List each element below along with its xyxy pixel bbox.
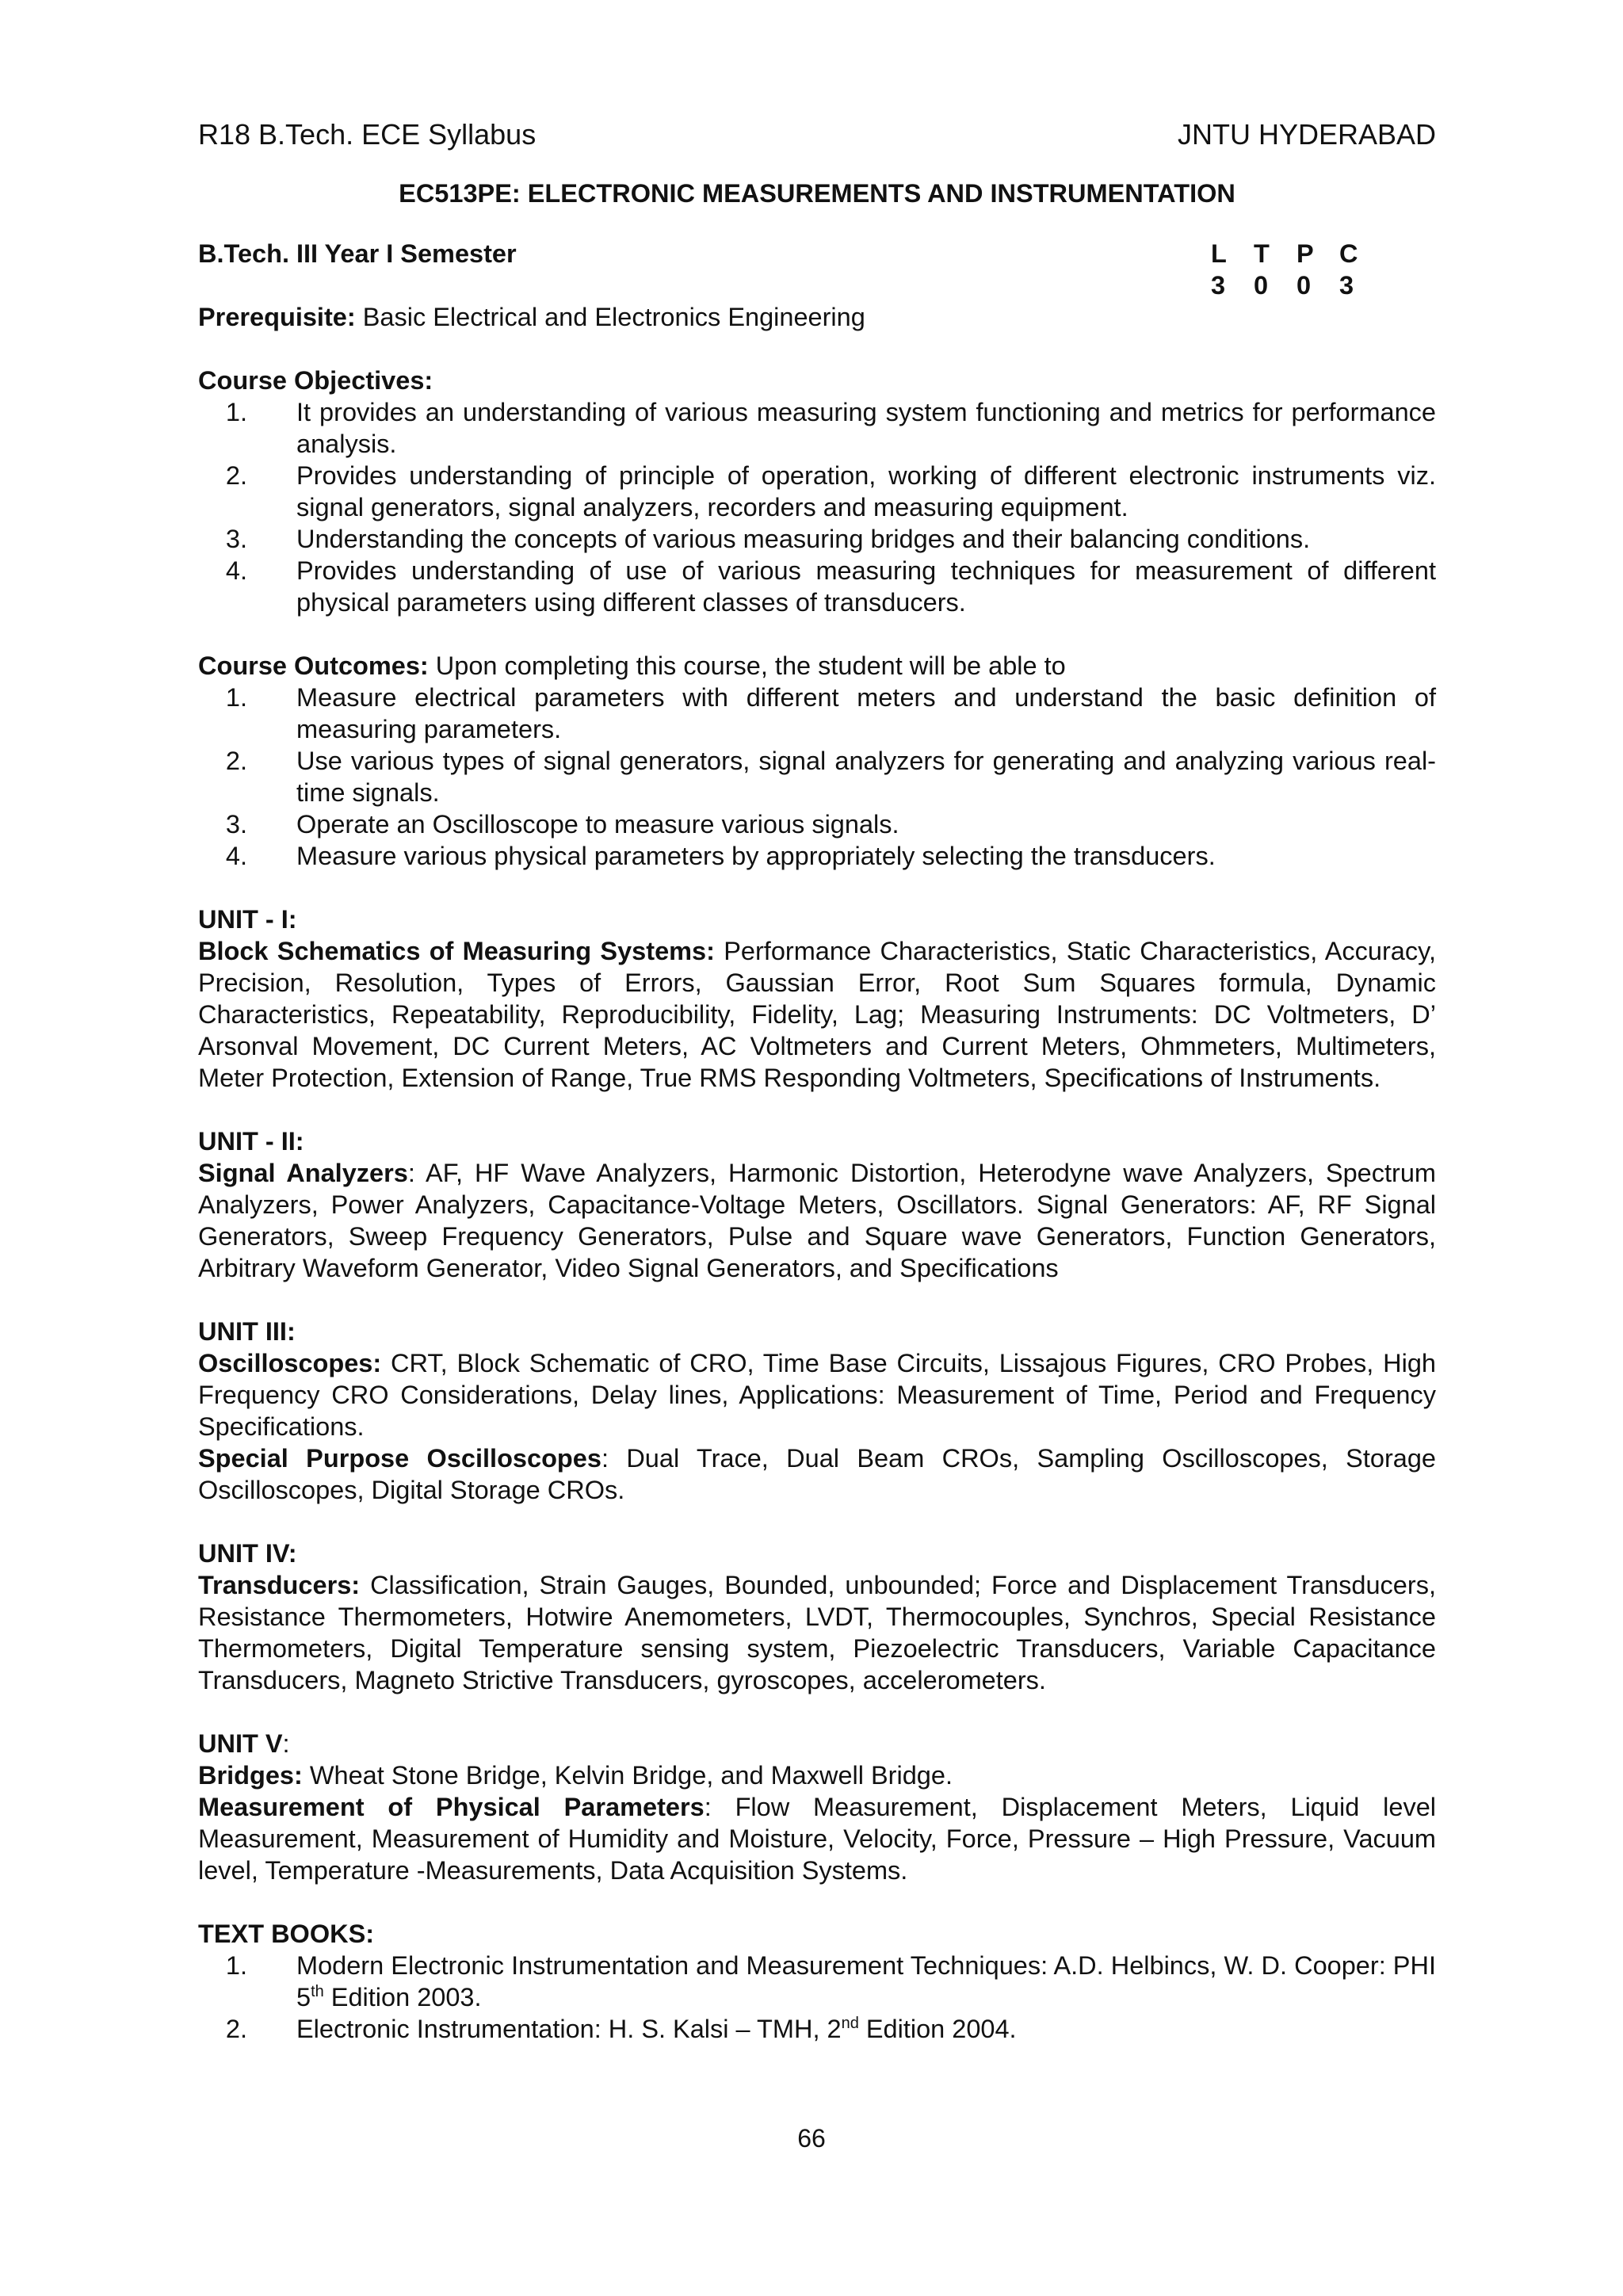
- unit-5-content-2: Measurement of Physical Parameters: Flow Measurement, Displacement Meters, Liquid level Measurement, Measurement of Humidity and Moisture, Velocity, Force, Pressure – High Pressure, Vacuum level, Temperature -Measurements, Data Acquisition Systems.: [198, 1793, 1436, 1885]
- list-item: 4. Provides understanding of use of various measuring techniques for measurement of different physical parameters using different classes of transducers.: [225, 556, 1436, 617]
- unit-4: [198, 1538, 1436, 1696]
- list-item: 3. Understanding the concepts of various measuring bridges and their balancing conditions.: [225, 525, 1311, 553]
- unit-3-content: Oscilloscopes: CRT, Block Schematic of CRO, Time Base Circuits, Lissajous Figures, CRO Probes, High Frequency CRO Considerations, Delay lines, Applications: Measurement of Time, Period and Frequency Specifications.: [198, 1349, 1436, 1441]
- unit-4-heading: UNIT IV:: [198, 1539, 297, 1568]
- objectives-heading: Course Objectives:: [198, 366, 433, 395]
- unit-4-content: Transducers: Classification, Strain Gauges, Bounded, unbounded; Force and Displacement Transducers, Resistance Thermometers, Hotwire Anemometers, LVDT, Thermocouples, Synchros, Special Resistance Thermometers, Digital Temperature sensing system, Piezoelectric Transducers, Variable Capacitance Transducers, Magneto Strictive Transducers, gyroscopes, accelerometers.: [198, 1571, 1436, 1694]
- ltpc-label-l: L: [1211, 239, 1227, 268]
- prerequisite-text: Basic Electrical and Electronics Engineering: [355, 303, 865, 331]
- list-item: 3. Operate an Oscilloscope to measure various signals.: [225, 810, 899, 839]
- ltpc-label-t: T: [1254, 239, 1270, 268]
- ltpc-table: [1211, 238, 1382, 301]
- outcomes-heading: Course Outcomes:: [198, 651, 429, 680]
- unit-3-content-2: Special Purpose Oscilloscopes: Dual Trace, Dual Beam CROs, Sampling Oscilloscopes, Storage Oscilloscopes, Digital Storage CROs.: [198, 1444, 1437, 1504]
- unit-5-heading-line: UNIT V:: [198, 1729, 290, 1758]
- ltpc-labels: [1211, 238, 1382, 269]
- ltpc-value-t: 0: [1254, 271, 1269, 300]
- unit-1: [198, 904, 1436, 1094]
- semester-label: B.Tech. III Year I Semester: [198, 239, 517, 268]
- prerequisite: [198, 301, 1436, 333]
- list-item: 2. Provides understanding of principle of operation, working of different electronic instruments viz. signal generators, signal analyzers, recorders and measuring equipment.: [225, 461, 1436, 521]
- unit-5: [198, 1728, 1436, 1886]
- semester-row: [198, 238, 1436, 301]
- page-number: 66: [797, 2124, 826, 2153]
- course-objectives: [198, 365, 1436, 618]
- ltpc-values: [1211, 269, 1382, 301]
- outcomes-intro-line: [198, 650, 1436, 682]
- list-item: 1. Modern Electronic Instrumentation and Measurement Techniques: A.D. Helbincs, W. D. Cooper: PHI 5th Edition 2003.: [225, 1951, 1436, 2011]
- unit-3-heading: UNIT III:: [198, 1317, 296, 1346]
- running-header: [198, 117, 1436, 152]
- course-outcomes: [198, 650, 1436, 872]
- unit-5-heading: UNIT V: [198, 1729, 283, 1758]
- outcomes-list: [198, 682, 1436, 872]
- unit-1-content: Block Schematics of Measuring Systems: Performance Characteristics, Static Characteristics, Accuracy, Precision, Resolution, Types of Errors, Gaussian Error, Root Sum Squares formula, Dynamic Characteristics, Repeatability, Reproducibility, Fidelity, Lag; Measuring Instruments: DC Voltmeters, D’ Arsonval Movement, DC Current Meters, AC Voltmeters and Current Meters, Ohmmeters, Multimeters, Meter Protection, Extension of Range, True RMS Responding Voltmeters, Specifications of Instruments.: [198, 937, 1436, 1092]
- list-item: 1. It provides an understanding of various measuring system functioning and metrics for performance analysis.: [225, 398, 1436, 458]
- outcomes-intro: Upon completing this course, the student will be able to: [428, 651, 1066, 680]
- unit-5-content: Bridges: Wheat Stone Bridge, Kelvin Bridge, and Maxwell Bridge.: [198, 1761, 953, 1790]
- list-item: 4. Measure various physical parameters by appropriately selecting the transducers.: [225, 842, 1216, 870]
- text-books: [198, 1918, 1436, 2045]
- objectives-list: [198, 396, 1436, 618]
- unit-2-heading: UNIT - II:: [198, 1127, 304, 1156]
- ltpc-label-p: P: [1296, 239, 1314, 268]
- ltpc-label-c: C: [1339, 239, 1358, 268]
- unit-3: [198, 1316, 1436, 1506]
- list-item: 1. Measure electrical parameters with different meters and understand the basic definition of measuring parameters.: [225, 683, 1436, 743]
- textbooks-list: [198, 1950, 1436, 2045]
- unit-2: [198, 1125, 1436, 1284]
- header-left: R18 B.Tech. ECE Syllabus: [198, 118, 537, 151]
- course-title: EC513PE: ELECTRONIC MEASUREMENTS AND INSTRUMENTATION: [399, 179, 1235, 208]
- list-item: 2. Use various types of signal generators, signal analyzers for generating and analyzing various real-time signals.: [225, 747, 1436, 807]
- unit-2-content: Signal Analyzers: AF, HF Wave Analyzers, Harmonic Distortion, Heterodyne wave Analyzers, Spectrum Analyzers, Power Analyzers, Capacitance-Voltage Meters, Oscillators. Signal Generators: AF, RF Signal Generators, Sweep Frequency Generators, Pulse and Square wave Generators, Function Generators, Arbitrary Waveform Generator, Video Signal Generators, and Specifications: [198, 1159, 1437, 1282]
- syllabus-page: [198, 117, 1436, 2045]
- ltpc-value-c: 3: [1339, 271, 1354, 300]
- prerequisite-label: Prerequisite:: [198, 303, 356, 331]
- textbooks-heading: TEXT BOOKS:: [198, 1920, 375, 1948]
- unit-1-heading: UNIT - I:: [198, 905, 297, 934]
- ltpc-value-l: 3: [1211, 271, 1226, 300]
- header-right: JNTU HYDERABAD: [1177, 118, 1436, 151]
- list-item: 2. Electronic Instrumentation: H. S. Kalsi – TMH, 2nd Edition 2004.: [225, 2015, 1017, 2043]
- ltpc-value-p: 0: [1296, 271, 1312, 300]
